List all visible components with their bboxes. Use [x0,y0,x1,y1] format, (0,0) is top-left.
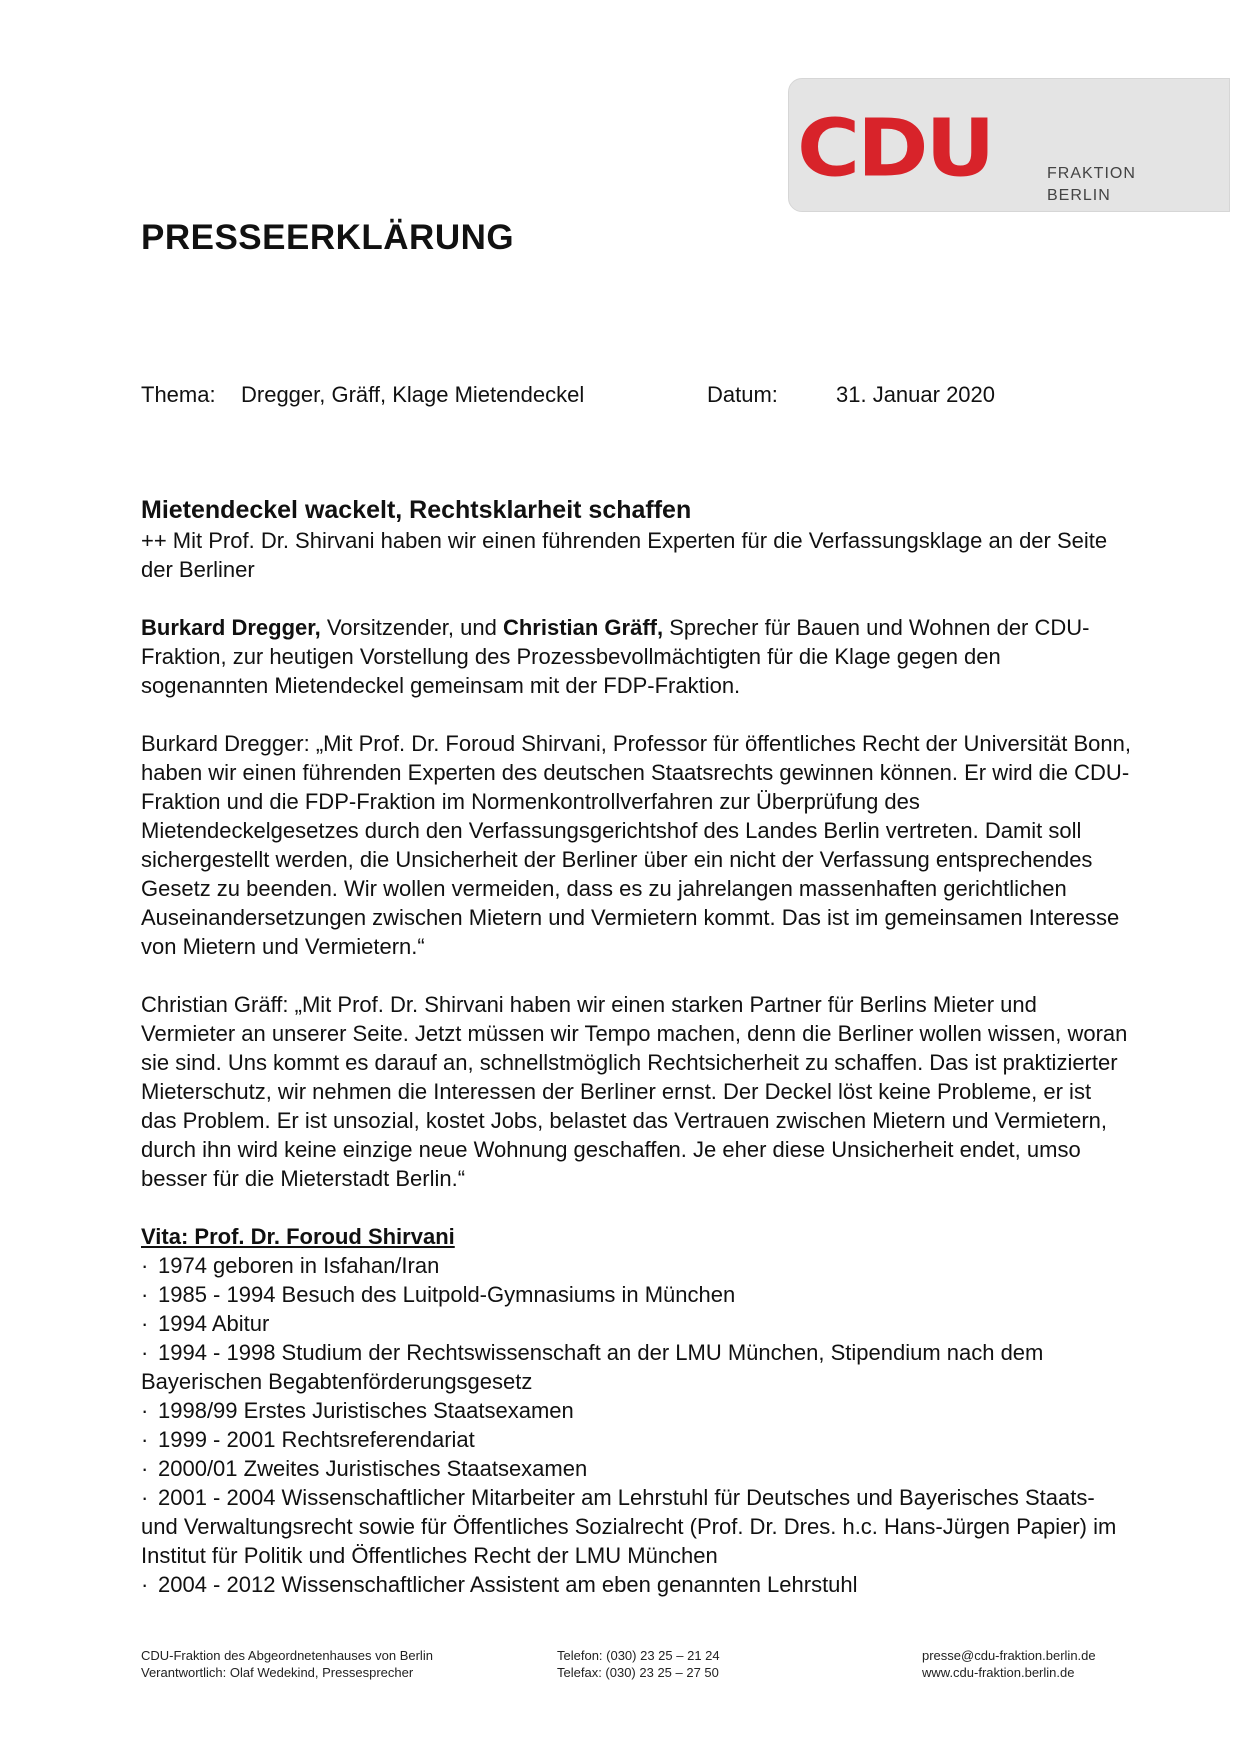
logo-wordmark: CDU [797,102,993,195]
vita-item: · 2004 - 2012 Wissenschaftlicher Assistent am eben genannten Lehrstuhl [141,1572,858,1597]
footer-web-link[interactable]: www.cdu-fraktion.berlin.de [922,1665,1075,1680]
vita-item: · 2000/01 Zweites Juristisches Staatsexamen [141,1456,588,1481]
vita-item: · 1998/99 Erstes Juristisches Staatsexamen [141,1398,574,1423]
footer-contact-online [922,1647,1096,1681]
footer-email-link[interactable]: presse@cdu-fraktion.berlin.de [922,1648,1096,1663]
bullet-icon: · [141,1572,149,1597]
intro-name-dregger: Burkard Dregger, [141,615,321,640]
subline: ++ Mit Prof. Dr. Shirvani haben wir einen führenden Experten für die Verfassungsklage an der Seite der Berliner [141,528,1108,582]
press-release-body [141,495,1131,1599]
vita-list [141,1251,1131,1599]
intro-text-1: Vorsitzender, und [320,615,503,640]
logo-sub-line1: FRAKTION [1047,165,1136,182]
cdu-logo [788,78,1230,212]
vita-item: · 2001 - 2004 Wissenschaftlicher Mitarbeiter am Lehrstuhl für Deutsches und Bayerisches Staats- und Verwaltungsrecht sowie für Öffentliches Sozialrecht (Prof. Dr. Dres. h.c. Hans-Jürgen Papier) im Institut für Politik und Öffentliches Recht der LMU München [141,1485,1117,1568]
bullet-icon: · [141,1340,149,1365]
footer-contact-org [141,1647,433,1681]
topic-value: Dregger, Gräff, Klage Mietendeckel [241,382,585,407]
date-value: 31. Januar 2020 [836,382,996,407]
vita-item: · 1999 - 2001 Rechtsreferendariat [141,1427,475,1452]
bullet-icon: · [141,1282,149,1307]
bullet-icon: · [141,1456,149,1481]
intro-paragraph [141,613,1131,700]
footer-responsible: Verantwortlich: Olaf Wedekind, Pressesprecher [141,1665,414,1680]
vita-heading: Vita: Prof. Dr. Foroud Shirvani [141,1224,455,1249]
bullet-icon: · [141,1398,149,1423]
page-title: PRESSEERKLÄRUNG [141,218,515,257]
headline: Mietendeckel wackelt, Rechtsklarheit schaffen [141,496,692,524]
bullet-icon: · [141,1427,149,1452]
bullet-icon: · [141,1485,149,1510]
vita-item: · 1994 - 1998 Studium der Rechtswissenschaft an der LMU München, Stipendium nach dem Bayerischen Begabtenförderungsgesetz [141,1340,1044,1394]
bullet-icon: · [141,1311,149,1336]
vita-item: · 1974 geboren in Isfahan/Iran [141,1253,440,1278]
footer-contact-phone [557,1647,720,1681]
intro-text-2: Sprecher für Bauen und Wohnen der CDU-Fraktion, zur heutigen Vorstellung des Prozessbevollmächtigten für die Klage gegen den sogenannten Mietendeckel gemeinsam mit der FDP-Fraktion. [141,615,1090,698]
logo-sub-line2: BERLIN [1047,187,1111,204]
quote-dregger: Burkard Dregger: „Mit Prof. Dr. Foroud Shirvani, Professor für öffentliches Recht der Universität Bonn, haben wir einen führenden Experten des deutschen Staatsrechts gewinnen können. Er wird die CDU-Fraktion und die FDP-Fraktion im Normenkontrollverfahren zur Überprüfung des Mietendeckelgesetzes durch den Verfassungsgerichtshof des Landes Berlin vertreten. Damit soll sichergestellt werden, die Unsicherheit der Berliner über ein nicht der Verfassung entsprechendes Gesetz zu beenden. Wir wollen vermeiden, dass es zu jahrelangen massenhaften gerichtlichen Auseinandersetzungen zwischen Mietern und Vermietern kommt. Das ist im gemeinsamen Interesse von Mietern und Vermietern.“ [141,731,1131,959]
date-label: Datum: [707,382,778,407]
vita-item: · 1985 - 1994 Besuch des Luitpold-Gymnasiums in München [141,1282,736,1307]
footer-fax: Telefax: (030) 23 25 – 27 50 [557,1665,719,1680]
quote-graeff: Christian Gräff: „Mit Prof. Dr. Shirvani haben wir einen starken Partner für Berlins Mieter und Vermieter an unserer Seite. Jetzt müssen wir Tempo machen, denn die Berliner wollen wissen, woran sie sind. Uns kommt es darauf an, schnellstmöglich Rechtsicherheit zu schaffen. Das ist praktizierter Mieterschutz, wir nehmen die Interessen der Berliner ernst. Der Deckel löst keine Probleme, er ist das Problem. Er ist unsozial, kostet Jobs, belastet das Vertrauen zwischen Mietern und Vermietern, durch ihn wird keine einzige neue Wohnung geschaffen. Je eher diese Unsicherheit endet, umso besser für die Mieterstadt Berlin.“ [141,992,1128,1191]
footer-org: CDU-Fraktion des Abgeordnetenhauses von Berlin [141,1648,433,1663]
vita-item: · 1994 Abitur [141,1311,270,1336]
footer-phone: Telefon: (030) 23 25 – 21 24 [557,1648,720,1663]
intro-name-graeff: Christian Gräff, [502,615,664,640]
logo-subtitle [1047,163,1136,207]
bullet-icon: · [141,1253,149,1278]
topic-label: Thema: [141,382,216,407]
